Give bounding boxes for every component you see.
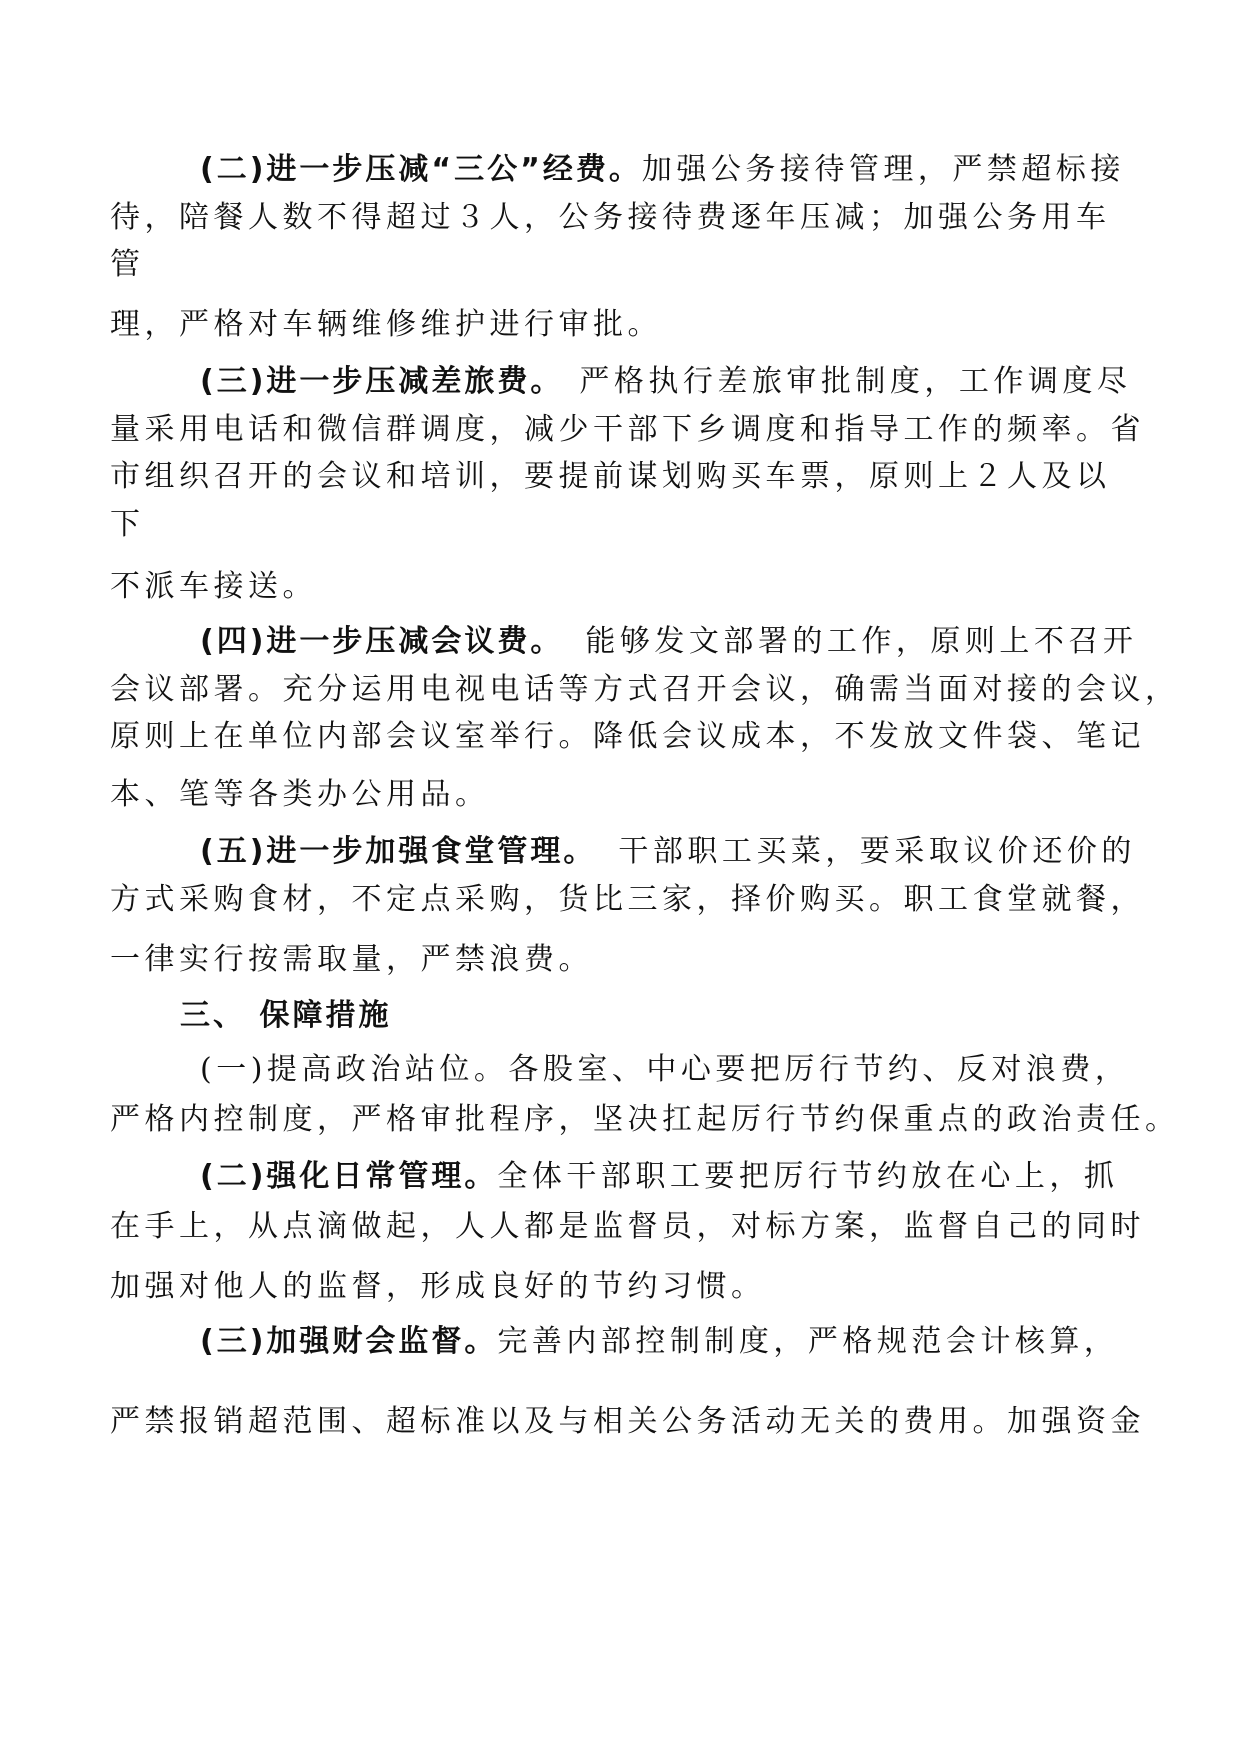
paragraph-line: 一律实行按需取量，严禁浪费。 [110, 942, 593, 977]
paragraph-line: (一)提高政治站位。各股室、中心要把厉行节约、反对浪费， [200, 1052, 1130, 1087]
item-text: 能够发文部署的工作，原则上不召开 [585, 624, 1138, 659]
item-lead: (二)强化日常管理。 [200, 1159, 498, 1194]
item-text: 干部职工买菜，要采取议价还价的 [618, 834, 1136, 869]
item-lead: (二)进一步压减“三公”经费。 [200, 152, 642, 187]
paragraph-line: 严禁报销超范围、超标准以及与相关公务活动无关的费用。加强资金 [110, 1404, 1145, 1439]
item-text: 全体干部职工要把厉行节约放在心上，抓 [497, 1159, 1119, 1194]
paragraph-line [200, 1157, 1118, 1197]
paragraph-line: 理，严格对车辆维修维护进行审批。 [110, 307, 662, 342]
paragraph-line [200, 150, 1125, 190]
item-text: 严格执行差旅审批制度，工作调度尽 [579, 364, 1132, 399]
item-lead: (三)加强财会监督。 [200, 1324, 498, 1359]
paragraph-line: 不派车接送。 [110, 569, 317, 604]
paragraph-line: 加强对他人的监督，形成良好的节约习惯。 [110, 1269, 766, 1304]
paragraph-line: 市组织召开的会议和培训，要提前谋划购买车票，原则上２人及以 [110, 459, 1111, 494]
paragraph-line: 在手上，从点滴做起，人人都是监督员，对标方案，监督自己的同时 [110, 1209, 1145, 1244]
paragraph-line [200, 1322, 1118, 1362]
paragraph-line: 下 [110, 507, 145, 542]
paragraph-line: 本、笔等各类办公用品。 [110, 777, 490, 812]
item-lead: (四)进一步压减会议费。 [200, 624, 564, 659]
paragraph-line [200, 362, 1131, 402]
paragraph-line [200, 622, 1137, 662]
paragraph-line: 方式采购食材，不定点采购，货比三家，择价购买。职工食堂就餐， [110, 882, 1145, 917]
item-lead: (五)进一步加强食堂管理。 [200, 834, 597, 869]
item-lead: (三)进一步压减差旅费。 [200, 364, 564, 399]
item-text: 完善内部控制制度，严格规范会计核算， [497, 1324, 1119, 1359]
section-heading: 三、 保障措施 [180, 998, 392, 1033]
item-text: 加强公务接待管理，严禁超标接 [641, 152, 1125, 187]
paragraph-line: 会议部署。充分运用电视电话等方式召开会议，确需当面对接的会议， [110, 672, 1180, 707]
paragraph-line: 量采用电话和微信群调度，减少干部下乡调度和指导工作的频率。省 [110, 412, 1145, 447]
paragraph-line: 原则上在单位内部会议室举行。降低会议成本，不发放文件袋、笔记 [110, 719, 1145, 754]
paragraph-line: 管 [110, 247, 145, 282]
paragraph-line [200, 832, 1136, 872]
paragraph-line: 待，陪餐人数不得超过３人，公务接待费逐年压减；加强公务用车 [110, 200, 1111, 235]
paragraph-line: 严格内控制度，严格审批程序，坚决扛起厉行节约保重点的政治责任。 [110, 1102, 1180, 1137]
